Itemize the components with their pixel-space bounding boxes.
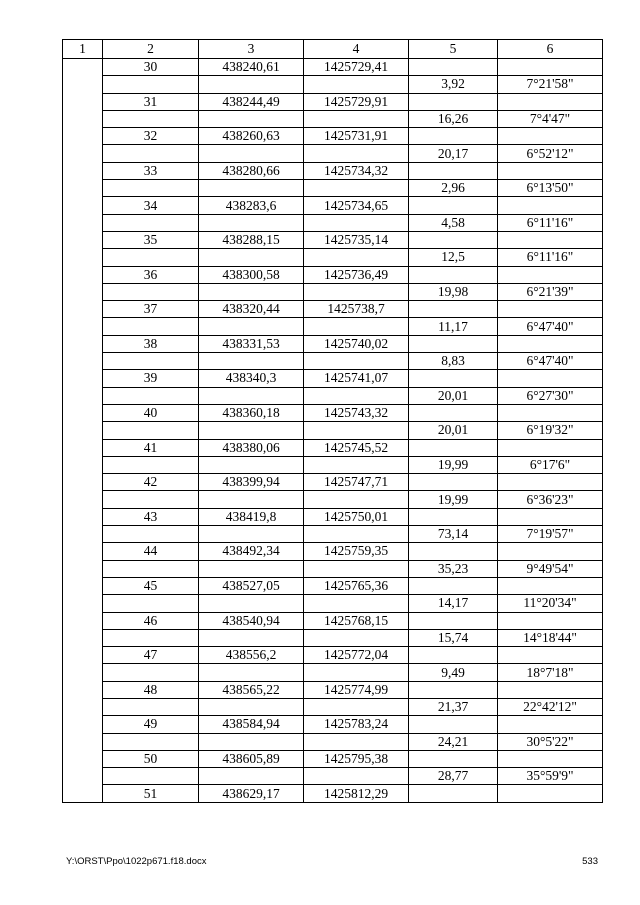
table-cell: [199, 491, 304, 508]
table-cell: 28,77: [409, 768, 498, 785]
table-body: [63, 59, 603, 803]
table-cell: [103, 595, 199, 612]
table-cell: 22°42'12": [498, 698, 603, 715]
table-cell: [304, 214, 409, 231]
column-header: 5: [409, 40, 498, 59]
table-cell: [409, 301, 498, 318]
table-cell: 15,74: [409, 629, 498, 646]
table-cell: 6°47'40": [498, 353, 603, 370]
table-cell: [409, 716, 498, 733]
table-cell: 438320,44: [199, 301, 304, 318]
table-cell: 7°4'47": [498, 110, 603, 127]
table-row: [63, 716, 603, 733]
table-cell: 32: [103, 128, 199, 145]
table-cell: [304, 664, 409, 681]
table-cell: [103, 110, 199, 127]
table-row: [63, 629, 603, 646]
table-cell: 438399,94: [199, 474, 304, 491]
table-cell: [409, 612, 498, 629]
table-cell: 6°19'32": [498, 422, 603, 439]
table-cell: [409, 785, 498, 802]
table-row: [63, 612, 603, 629]
table-cell: 1425736,49: [304, 266, 409, 283]
table-cell: 2,96: [409, 180, 498, 197]
table-cell: [304, 145, 409, 162]
table-cell: 36: [103, 266, 199, 283]
table-cell: 438556,2: [199, 647, 304, 664]
table-cell: [199, 733, 304, 750]
table-row: [63, 370, 603, 387]
table-cell: 1425738,7: [304, 301, 409, 318]
table-cell: 1425735,14: [304, 231, 409, 248]
table-cell: [103, 214, 199, 231]
table-row: [63, 595, 603, 612]
table-row: [63, 231, 603, 248]
table-row: [63, 491, 603, 508]
table-cell: [304, 456, 409, 473]
table-cell: 41: [103, 439, 199, 456]
table-cell: 1425734,65: [304, 197, 409, 214]
table-cell: 43: [103, 508, 199, 525]
table-cell: [103, 145, 199, 162]
table-cell: [409, 474, 498, 491]
table-cell: [199, 283, 304, 300]
table-cell: 6°21'39": [498, 283, 603, 300]
table-row: [63, 318, 603, 335]
table-cell: [103, 456, 199, 473]
table-row: [63, 768, 603, 785]
merged-first-column-cell: [63, 59, 103, 803]
table-cell: [103, 629, 199, 646]
table-cell: 48: [103, 681, 199, 698]
table-cell: 1425729,91: [304, 93, 409, 110]
table-cell: 438300,58: [199, 266, 304, 283]
table-cell: 7°21'58": [498, 76, 603, 93]
table-cell: 438288,15: [199, 231, 304, 248]
table-row: [63, 664, 603, 681]
table-cell: 438605,89: [199, 750, 304, 767]
table-cell: [304, 733, 409, 750]
table-row: [63, 422, 603, 439]
table-cell: 1425743,32: [304, 404, 409, 421]
table-cell: [409, 508, 498, 525]
table-cell: [498, 370, 603, 387]
table-cell: [498, 404, 603, 421]
table-cell: 1425783,24: [304, 716, 409, 733]
table-cell: [409, 681, 498, 698]
table-cell: [498, 508, 603, 525]
table-cell: [498, 647, 603, 664]
table-cell: 14°18'44": [498, 629, 603, 646]
table-cell: 6°11'16": [498, 214, 603, 231]
table-cell: [304, 629, 409, 646]
table-cell: 438331,53: [199, 335, 304, 352]
table-cell: [199, 249, 304, 266]
table-cell: 35: [103, 231, 199, 248]
table-cell: [498, 439, 603, 456]
table-cell: [409, 577, 498, 594]
table-row: [63, 76, 603, 93]
table-row: [63, 387, 603, 404]
table-cell: 40: [103, 404, 199, 421]
table-row: [63, 456, 603, 473]
table-row: [63, 577, 603, 594]
table-cell: [498, 162, 603, 179]
table-cell: 46: [103, 612, 199, 629]
table-cell: 438340,3: [199, 370, 304, 387]
table-cell: [199, 422, 304, 439]
table-cell: [304, 491, 409, 508]
table-row: [63, 647, 603, 664]
table-cell: [409, 266, 498, 283]
table-cell: 3,92: [409, 76, 498, 93]
table-cell: [409, 543, 498, 560]
table-cell: 1425772,04: [304, 647, 409, 664]
table-cell: [103, 664, 199, 681]
table-cell: [199, 560, 304, 577]
table-cell: [199, 318, 304, 335]
table-cell: 438629,17: [199, 785, 304, 802]
table-cell: [199, 629, 304, 646]
table-row: [63, 474, 603, 491]
table-cell: 38: [103, 335, 199, 352]
table-cell: [409, 59, 498, 76]
table-cell: 47: [103, 647, 199, 664]
table-cell: [304, 526, 409, 543]
table-cell: [498, 93, 603, 110]
table-cell: [304, 283, 409, 300]
table-cell: [304, 76, 409, 93]
table-row: [63, 110, 603, 127]
table-cell: 438380,06: [199, 439, 304, 456]
table-cell: [199, 768, 304, 785]
table-cell: 1425741,07: [304, 370, 409, 387]
table-row: [63, 93, 603, 110]
table-cell: [199, 180, 304, 197]
table-cell: [498, 197, 603, 214]
table-row: [63, 59, 603, 76]
column-header: 1: [63, 40, 103, 59]
table-cell: [199, 110, 304, 127]
table-cell: [304, 387, 409, 404]
table-cell: 20,01: [409, 387, 498, 404]
table-cell: [304, 698, 409, 715]
table-cell: 1425774,99: [304, 681, 409, 698]
table-cell: [409, 750, 498, 767]
table-cell: [304, 422, 409, 439]
table-cell: 1425734,32: [304, 162, 409, 179]
table-cell: 37: [103, 301, 199, 318]
column-header: 3: [199, 40, 304, 59]
column-header: 6: [498, 40, 603, 59]
table-cell: [498, 231, 603, 248]
table-row: [63, 301, 603, 318]
table-cell: 73,14: [409, 526, 498, 543]
table-cell: [498, 474, 603, 491]
table-cell: 11,17: [409, 318, 498, 335]
table-cell: [103, 353, 199, 370]
table-cell: [498, 785, 603, 802]
table-cell: [409, 439, 498, 456]
table-row: [63, 145, 603, 162]
table-cell: 6°11'16": [498, 249, 603, 266]
table-cell: 21,37: [409, 698, 498, 715]
table-cell: [199, 387, 304, 404]
table-cell: 20,17: [409, 145, 498, 162]
table-cell: 438244,49: [199, 93, 304, 110]
table-row: [63, 266, 603, 283]
table-cell: 6°36'23": [498, 491, 603, 508]
table-cell: 438540,94: [199, 612, 304, 629]
table-cell: 19,99: [409, 456, 498, 473]
table-cell: 438419,8: [199, 508, 304, 525]
table-cell: [498, 681, 603, 698]
table-cell: [498, 335, 603, 352]
table-row: [63, 162, 603, 179]
table-cell: 438280,66: [199, 162, 304, 179]
table-row: [63, 733, 603, 750]
table-row: [63, 353, 603, 370]
table-cell: 6°52'12": [498, 145, 603, 162]
table-cell: 7°19'57": [498, 526, 603, 543]
table-row: [63, 560, 603, 577]
table-cell: 30°5'22": [498, 733, 603, 750]
table-row: [63, 180, 603, 197]
table-cell: [409, 335, 498, 352]
table-cell: 6°47'40": [498, 318, 603, 335]
table-cell: 33: [103, 162, 199, 179]
table-cell: [103, 249, 199, 266]
table-cell: 438240,61: [199, 59, 304, 76]
table-cell: [409, 93, 498, 110]
table-cell: 51: [103, 785, 199, 802]
table-cell: 9°49'54": [498, 560, 603, 577]
table-cell: 44: [103, 543, 199, 560]
table-cell: 1425740,02: [304, 335, 409, 352]
table-cell: 20,01: [409, 422, 498, 439]
table-cell: [103, 387, 199, 404]
table-cell: 35,23: [409, 560, 498, 577]
table-cell: 8,83: [409, 353, 498, 370]
footer-file-path: Y:\ORST\Ppo\1022p671.f18.docx: [66, 856, 207, 867]
table-cell: [199, 145, 304, 162]
table-cell: 16,26: [409, 110, 498, 127]
table-cell: [498, 543, 603, 560]
table-cell: 24,21: [409, 733, 498, 750]
table-cell: [103, 422, 199, 439]
table-cell: 18°7'18": [498, 664, 603, 681]
table-cell: [498, 612, 603, 629]
table-cell: 9,49: [409, 664, 498, 681]
table-cell: [304, 353, 409, 370]
table-cell: [199, 456, 304, 473]
table-cell: 31: [103, 93, 199, 110]
table-cell: [304, 249, 409, 266]
table-cell: [498, 577, 603, 594]
table-cell: [199, 698, 304, 715]
table-cell: 1425768,15: [304, 612, 409, 629]
column-header: 2: [103, 40, 199, 59]
table-cell: [103, 768, 199, 785]
footer-page-number: 533: [582, 856, 598, 867]
table-cell: [304, 768, 409, 785]
table-cell: [498, 266, 603, 283]
table-row: [63, 681, 603, 698]
table-cell: [498, 128, 603, 145]
table-cell: 438492,34: [199, 543, 304, 560]
table-cell: 39: [103, 370, 199, 387]
table-cell: 35°59'9": [498, 768, 603, 785]
table-cell: [103, 733, 199, 750]
table-cell: 45: [103, 577, 199, 594]
table-cell: [103, 283, 199, 300]
table-cell: 438565,22: [199, 681, 304, 698]
table-cell: 1425812,29: [304, 785, 409, 802]
table-row: [63, 197, 603, 214]
table-cell: 11°20'34": [498, 595, 603, 612]
table-cell: [304, 110, 409, 127]
table-cell: [199, 76, 304, 93]
table-cell: 438360,18: [199, 404, 304, 421]
table-cell: 49: [103, 716, 199, 733]
table-cell: [409, 231, 498, 248]
table-row: [63, 543, 603, 560]
table-row: [63, 128, 603, 145]
table-cell: 12,5: [409, 249, 498, 266]
table-cell: [304, 560, 409, 577]
table-cell: [199, 214, 304, 231]
table-cell: 1425759,35: [304, 543, 409, 560]
table-cell: [498, 750, 603, 767]
table-cell: [304, 595, 409, 612]
table-cell: [199, 595, 304, 612]
table-cell: 34: [103, 197, 199, 214]
table-cell: 438260,63: [199, 128, 304, 145]
table-cell: 1425795,38: [304, 750, 409, 767]
table-cell: [103, 560, 199, 577]
table-row: [63, 526, 603, 543]
table-cell: [199, 526, 304, 543]
table-cell: 30: [103, 59, 199, 76]
table-cell: 1425750,01: [304, 508, 409, 525]
table-cell: 19,98: [409, 283, 498, 300]
table-cell: [199, 353, 304, 370]
table-cell: 438584,94: [199, 716, 304, 733]
table-cell: 1425731,91: [304, 128, 409, 145]
table-cell: 6°27'30": [498, 387, 603, 404]
table-cell: [498, 59, 603, 76]
table-cell: [498, 716, 603, 733]
table-cell: 4,58: [409, 214, 498, 231]
table-cell: 1425765,36: [304, 577, 409, 594]
table-cell: [103, 318, 199, 335]
table-cell: 1425745,52: [304, 439, 409, 456]
table-cell: [304, 180, 409, 197]
table-row: [63, 698, 603, 715]
table-cell: [103, 76, 199, 93]
table-cell: 438527,05: [199, 577, 304, 594]
coordinates-table: [62, 39, 603, 803]
table-row: [63, 214, 603, 231]
table-row: [63, 335, 603, 352]
column-header: 4: [304, 40, 409, 59]
table-cell: [199, 664, 304, 681]
table-cell: 50: [103, 750, 199, 767]
table-row: [63, 404, 603, 421]
table-cell: 14,17: [409, 595, 498, 612]
table-row: [63, 508, 603, 525]
table-row: [63, 283, 603, 300]
table-row: [63, 249, 603, 266]
table-row: [63, 785, 603, 802]
table-cell: 6°13'50": [498, 180, 603, 197]
table-cell: [409, 647, 498, 664]
table-cell: [409, 128, 498, 145]
table-cell: [103, 526, 199, 543]
table-cell: 6°17'6": [498, 456, 603, 473]
table-cell: 1425729,41: [304, 59, 409, 76]
table-cell: 438283,6: [199, 197, 304, 214]
table-header-row: [63, 40, 603, 59]
table-row: [63, 750, 603, 767]
table-cell: [103, 491, 199, 508]
table-cell: 19,99: [409, 491, 498, 508]
table-cell: [103, 180, 199, 197]
table-cell: [409, 162, 498, 179]
table-cell: [304, 318, 409, 335]
table-cell: 42: [103, 474, 199, 491]
table-cell: [409, 370, 498, 387]
table-cell: [409, 404, 498, 421]
table-cell: [498, 301, 603, 318]
table-row: [63, 439, 603, 456]
table-cell: [103, 698, 199, 715]
table-cell: 1425747,71: [304, 474, 409, 491]
table-cell: [409, 197, 498, 214]
